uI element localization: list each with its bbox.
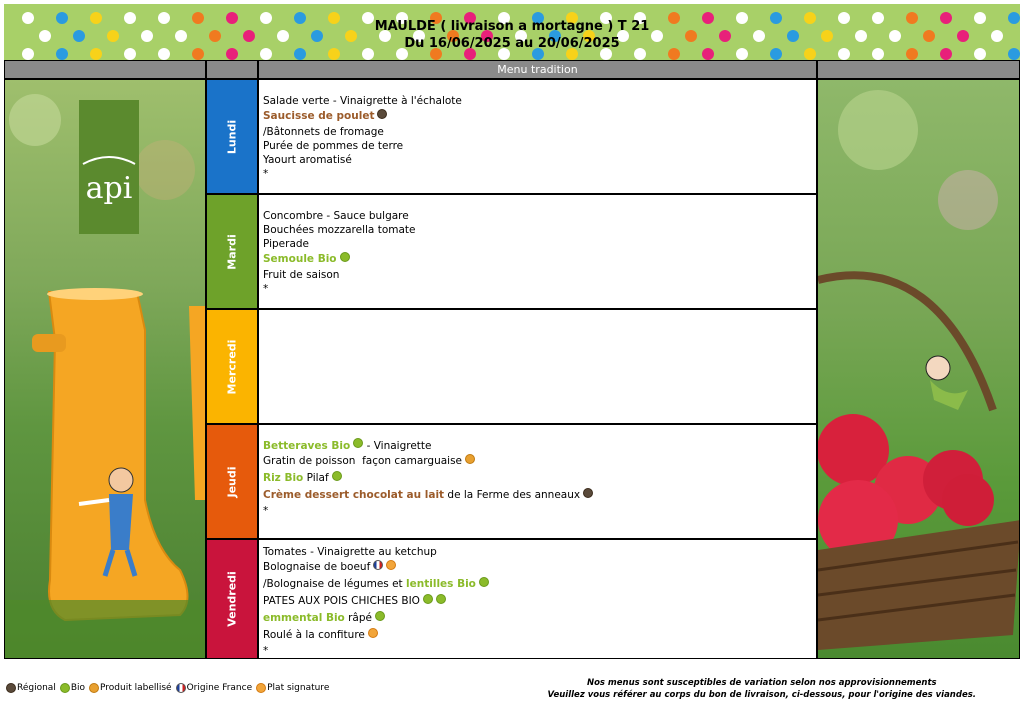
signature-icon bbox=[386, 560, 396, 570]
bio-icon bbox=[332, 471, 342, 481]
legend-label: Bio bbox=[70, 683, 86, 693]
right-illustration bbox=[817, 79, 1020, 659]
labelled-dish-text: Saucisse de poulet bbox=[263, 110, 375, 122]
dish-text: Purée de pommes de terre bbox=[263, 139, 404, 152]
menu-item bbox=[263, 470, 816, 487]
menu-item bbox=[263, 153, 816, 167]
dish-text: /Bolognaise de légumes et bbox=[263, 578, 407, 590]
day-label-mercredi bbox=[206, 309, 258, 424]
legend-label: Origine France bbox=[186, 683, 253, 693]
menu-cell-vendredi bbox=[258, 539, 817, 659]
legend-item bbox=[89, 683, 172, 693]
boots-illustration bbox=[5, 80, 206, 659]
menu-item bbox=[263, 559, 816, 576]
menu-item bbox=[263, 237, 816, 251]
menu-item bbox=[263, 439, 816, 453]
bio-icon bbox=[436, 594, 446, 604]
legend-item bbox=[256, 683, 329, 693]
menu-item bbox=[263, 139, 816, 153]
dish-text: Roulé à la confiture bbox=[263, 629, 365, 641]
label-icon bbox=[89, 683, 99, 693]
legend-label: Produit labellisé bbox=[100, 683, 172, 693]
dish-text: Concombre - Sauce bulgare bbox=[263, 209, 409, 222]
page-title bbox=[4, 18, 1020, 52]
dish-text: Pilaf bbox=[303, 472, 329, 484]
day-name: Jeudi bbox=[225, 465, 239, 498]
day-name: Lundi bbox=[225, 119, 239, 154]
label-icon bbox=[465, 454, 475, 464]
menu-item bbox=[263, 593, 816, 610]
france-icon bbox=[373, 560, 383, 570]
menu-cell-mercredi bbox=[258, 309, 817, 424]
dish-text: râpé bbox=[344, 612, 372, 624]
left-illustration bbox=[4, 79, 206, 659]
legend-item bbox=[176, 683, 253, 693]
dish-text: Bolognaise de boeuf bbox=[263, 561, 371, 573]
title-line-site: MAULDE ( livraison a mortagne ) T 21 bbox=[374, 19, 650, 34]
bio-dish-text: Riz Bio bbox=[263, 472, 304, 484]
header-cell-left bbox=[4, 60, 206, 79]
signature-icon bbox=[256, 683, 266, 693]
menu-item bbox=[263, 576, 816, 593]
disclaimer-line-1: Nos menus sont susceptibles de variation selon nos approvisionnements bbox=[586, 678, 937, 688]
bio-dish-text: Semoule Bio bbox=[263, 253, 337, 265]
regional-icon bbox=[583, 488, 593, 498]
day-label-vendredi bbox=[206, 539, 258, 659]
menu-item bbox=[263, 282, 816, 296]
day-label-mardi bbox=[206, 194, 258, 309]
france-icon bbox=[176, 683, 186, 693]
dish-text: Gratin de poisson façon camarguaise bbox=[263, 455, 463, 467]
menu-item bbox=[263, 209, 816, 223]
menu-item bbox=[263, 610, 816, 627]
dish-text: * bbox=[263, 644, 269, 657]
legend-item bbox=[6, 683, 56, 693]
bio-icon bbox=[479, 577, 489, 587]
apple-basket-illustration bbox=[818, 80, 1020, 659]
bio-icon bbox=[340, 252, 350, 262]
menu-cell-lundi bbox=[258, 79, 817, 194]
menu-item bbox=[263, 125, 816, 139]
dish-text: Tomates - Vinaigrette au ketchup bbox=[263, 545, 437, 558]
menu-item bbox=[263, 644, 816, 658]
day-name: Vendredi bbox=[225, 571, 239, 627]
title-line-dates: Du 16/06/2025 au 20/06/2025 bbox=[404, 36, 620, 51]
menu-item bbox=[263, 108, 816, 125]
header-cell-day bbox=[206, 60, 258, 79]
menu-item bbox=[263, 94, 816, 108]
day-name: Mercredi bbox=[225, 339, 239, 394]
column-title: Menu tradition bbox=[258, 60, 817, 79]
labelled-dish-text: Crème dessert chocolat au lait bbox=[263, 489, 445, 501]
legend-label: Régional bbox=[17, 683, 56, 693]
menu-item bbox=[263, 453, 816, 470]
menu-item bbox=[263, 268, 816, 282]
logo-text: api bbox=[85, 171, 133, 206]
day-label-lundi bbox=[206, 79, 258, 194]
menu-item bbox=[263, 504, 816, 518]
bio-icon bbox=[423, 594, 433, 604]
menu-item bbox=[263, 251, 816, 268]
dish-text: Piperade bbox=[263, 237, 310, 250]
dish-text: - Vinaigrette bbox=[363, 439, 432, 452]
bio-icon bbox=[60, 683, 70, 693]
menu-item bbox=[263, 487, 816, 504]
dish-text: Fruit de saison bbox=[263, 268, 340, 281]
bio-dish-text: Betteraves Bio bbox=[263, 439, 351, 452]
dish-text: Salade verte - Vinaigrette à l'échalote bbox=[263, 94, 462, 107]
dish-text: Bouchées mozzarella tomate bbox=[263, 223, 416, 236]
header-cell-right bbox=[817, 60, 1020, 79]
menu-item bbox=[263, 545, 816, 559]
dish-text: /Bâtonnets de fromage bbox=[263, 125, 384, 138]
bio-icon bbox=[353, 438, 363, 448]
signature-icon bbox=[368, 628, 378, 638]
disclaimer-line-2: Veuillez vous référer au corps du bon de livraison, ci-dessous, pour l'origine des viandes. bbox=[547, 690, 976, 700]
regional-icon bbox=[6, 683, 16, 693]
dish-text: Yaourt aromatisé bbox=[263, 153, 352, 166]
menu-item bbox=[263, 627, 816, 644]
day-label-jeudi bbox=[206, 424, 258, 539]
disclaimer-note bbox=[548, 677, 976, 701]
regional-icon bbox=[377, 109, 387, 119]
legend-item bbox=[60, 683, 85, 693]
dish-text: * bbox=[263, 504, 269, 517]
bio-dish-text: lentilles Bio bbox=[406, 578, 476, 590]
dish-text: * bbox=[263, 282, 269, 295]
bio-icon bbox=[375, 611, 385, 621]
dish-text: * bbox=[263, 167, 269, 180]
bio-dish-text: emmental Bio bbox=[263, 612, 345, 624]
legend-label: Plat signature bbox=[267, 683, 330, 693]
header-banner bbox=[4, 4, 1020, 60]
day-name: Mardi bbox=[225, 233, 239, 270]
dish-text: de la Ferme des anneaux bbox=[444, 489, 581, 501]
menu-cell-mardi bbox=[258, 194, 817, 309]
menu-item bbox=[263, 167, 816, 181]
legend bbox=[6, 683, 333, 693]
dish-text: PATES AUX POIS CHICHES BIO bbox=[263, 595, 420, 607]
menu-item bbox=[263, 223, 816, 237]
api-logo bbox=[79, 100, 139, 234]
menu-cell-jeudi bbox=[258, 424, 817, 539]
